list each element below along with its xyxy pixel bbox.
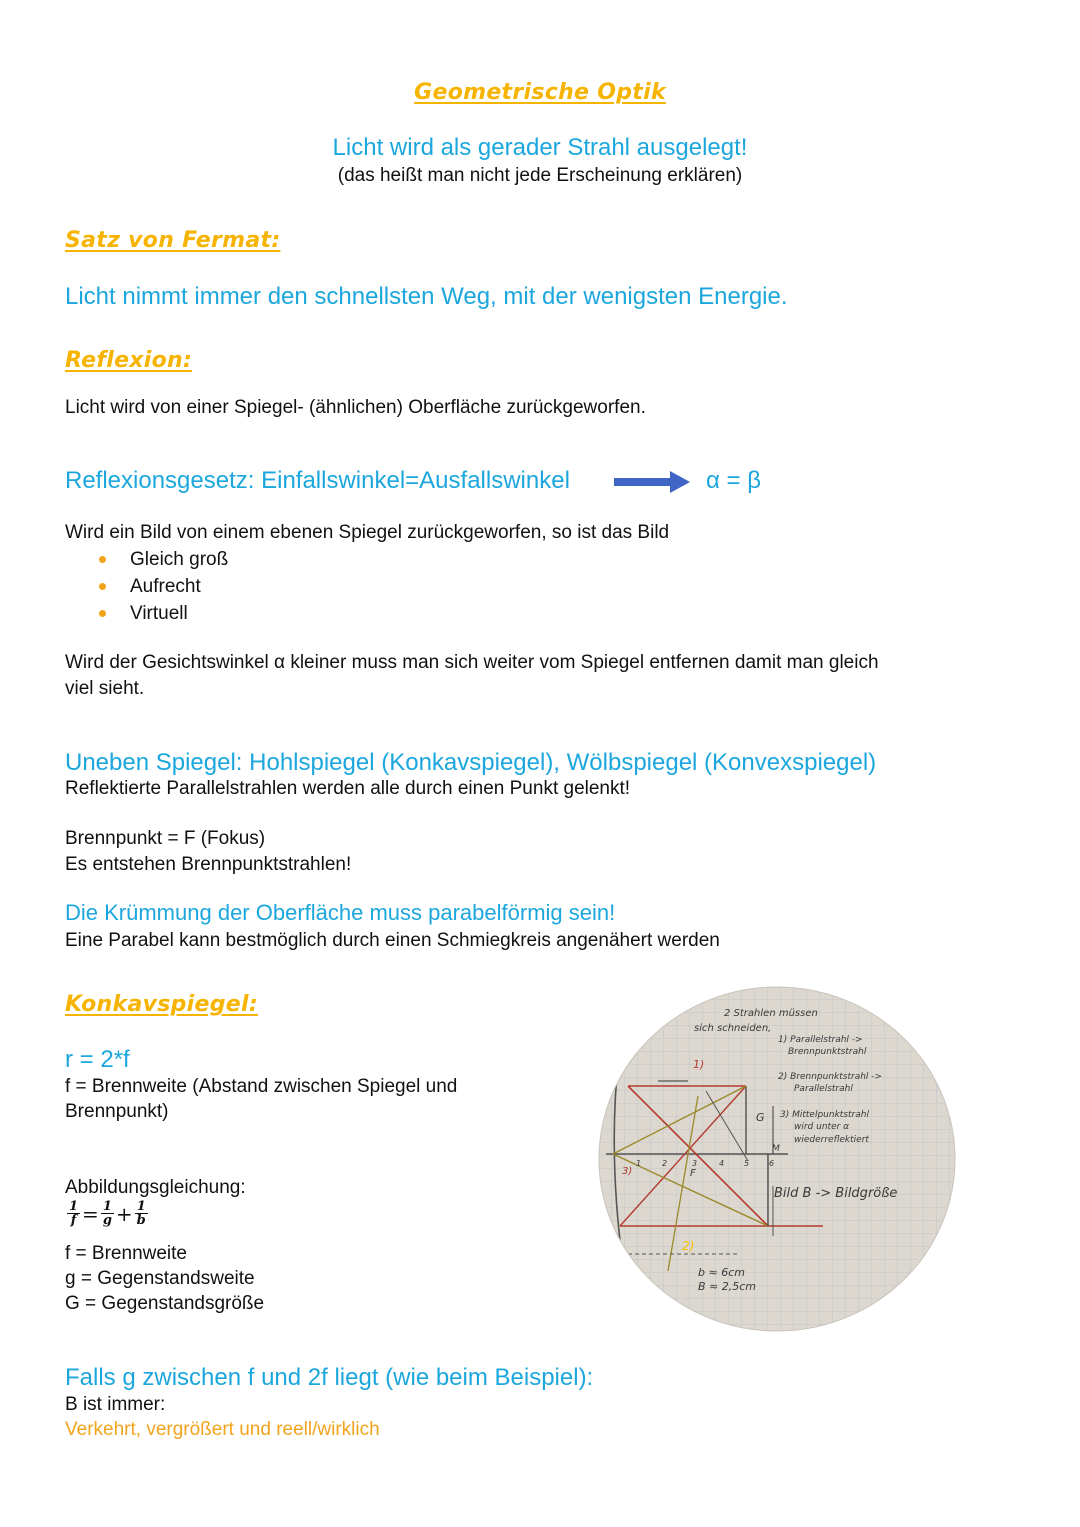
sketch-label-3: 3)	[622, 1166, 633, 1177]
falls-result: Verkehrt, vergrößert und reell/wirklich	[65, 1419, 380, 1440]
brennpunktstrahlen-text: Es entstehen Brennpunktstrahlen!	[65, 854, 352, 875]
list-item: Virtuell	[65, 600, 228, 627]
var-f: f = Brennweite	[65, 1243, 187, 1264]
sketch-ray1a: 1) Parallelstrahl ->	[778, 1035, 863, 1045]
uneben-text: Reflektierte Parallelstrahlen werden alle durch einen Punkt gelenkt!	[65, 778, 631, 799]
fermat-text: Licht nimmt immer den schnellsten Weg, mit der wenigsten Energie.	[65, 283, 788, 310]
tick-4: 4	[719, 1159, 725, 1168]
sketch-note-title: 2 Strahlen müssen	[724, 1008, 818, 1019]
frac-1-f: $\frac{1}{f}$	[69, 1199, 79, 1228]
sketch-label-1: 1)	[693, 1058, 705, 1071]
sketch-label-2: 2)	[682, 1239, 695, 1253]
sketch-bild-label: Bild B -> Bildgröße	[774, 1186, 898, 1201]
sketch-ray1b: Brennpunktstrahl	[788, 1047, 867, 1057]
concave-mirror-sketch	[598, 986, 956, 1332]
falls-text: B ist immer:	[65, 1394, 166, 1415]
image-properties-list	[65, 546, 228, 627]
intro-line: Licht wird als gerader Strahl ausgelegt!	[332, 134, 748, 161]
frac-1-b: $\frac{1}{b}$	[136, 1199, 146, 1228]
var-g: g = Gegenstandsweite	[65, 1268, 255, 1289]
konkav-def-2: Brennpunkt)	[65, 1101, 169, 1122]
list-item: Aufrecht	[65, 573, 228, 600]
sketch-M: M	[772, 1144, 780, 1154]
arrow-right-icon	[612, 469, 692, 495]
frac-1-g: $\frac{1}{g}$	[102, 1199, 112, 1228]
parabel-text: Eine Parabel kann bestmöglich durch einen Schmiegkreis angenähert werden	[65, 930, 720, 951]
reflexion-heading: Reflexion:	[65, 348, 193, 373]
konkav-heading: Konkavspiegel:	[65, 992, 258, 1017]
sketch-note-sub: sich schneiden,	[694, 1023, 772, 1034]
tick-1: 1	[636, 1159, 642, 1168]
sketch-ray3c: wiederreflektiert	[794, 1135, 869, 1145]
sketch-ray2a: 2) Brennpunktstrahl ->	[778, 1072, 883, 1082]
fermat-heading: Satz von Fermat:	[65, 228, 281, 253]
brennpunkt-text: Brennpunkt = F (Fokus)	[65, 828, 266, 849]
image-intro: Wird ein Bild von einem ebenen Spiegel zurückgeworfen, so ist das Bild	[65, 522, 670, 543]
sketch-G: G	[756, 1111, 765, 1124]
abbildung-label: Abbildungsgleichung:	[65, 1177, 246, 1198]
sketch-ray2b: Parallelstrahl	[794, 1084, 853, 1094]
page-title: Geometrische Optik	[414, 80, 666, 105]
reflexion-text: Licht wird von einer Spiegel- (ähnlichen) Oberfläche zurückgeworfen.	[65, 397, 646, 418]
falls-heading: Falls g zwischen f und 2f liegt (wie beim Beispiel):	[65, 1364, 594, 1391]
tick-5: 5	[744, 1159, 750, 1168]
sketch-B-value: B ≈ 2,5cm	[698, 1280, 757, 1293]
tick-2: 2	[662, 1159, 668, 1168]
sketch-ray3b: wird unter α	[794, 1122, 850, 1132]
intro-note: (das heißt man nicht jede Erscheinung erklären)	[337, 165, 743, 186]
tick-3: 3	[692, 1159, 698, 1168]
angle-text-2: viel sieht.	[65, 678, 145, 699]
law-formula: α = β	[706, 467, 762, 494]
sketch-F: F	[690, 1168, 696, 1179]
uneben-heading: Uneben Spiegel: Hohlspiegel (Konkavspiegel), Wölbspiegel (Konvexspiegel)	[65, 749, 877, 776]
angle-text-1: Wird der Gesichtswinkel α kleiner muss man sich weiter vom Spiegel entfernen damit man gleich	[65, 652, 879, 673]
sketch-b-value: b ≈ 6cm	[698, 1266, 745, 1279]
konkav-def-1: f = Brennweite (Abstand zwischen Spiegel und	[65, 1076, 458, 1097]
list-item: Gleich groß	[65, 546, 228, 573]
var-G: G = Gegenstandsgröße	[65, 1293, 265, 1314]
tick-6: 6	[769, 1159, 775, 1168]
konkav-formula: r = 2*f	[65, 1046, 130, 1073]
reflexion-law: Reflexionsgesetz: Einfallswinkel=Ausfallswinkel	[65, 467, 570, 494]
sketch-ray3a: 3) Mittelpunktstrahl	[780, 1110, 869, 1120]
abbildung-equation: $\frac{1}{f}$ = $\frac{1}{g}$ + $\frac{1}{b}$	[69, 1199, 146, 1228]
curvature-text: Die Krümmung der Oberfläche muss parabelförmig sein!	[65, 900, 616, 925]
